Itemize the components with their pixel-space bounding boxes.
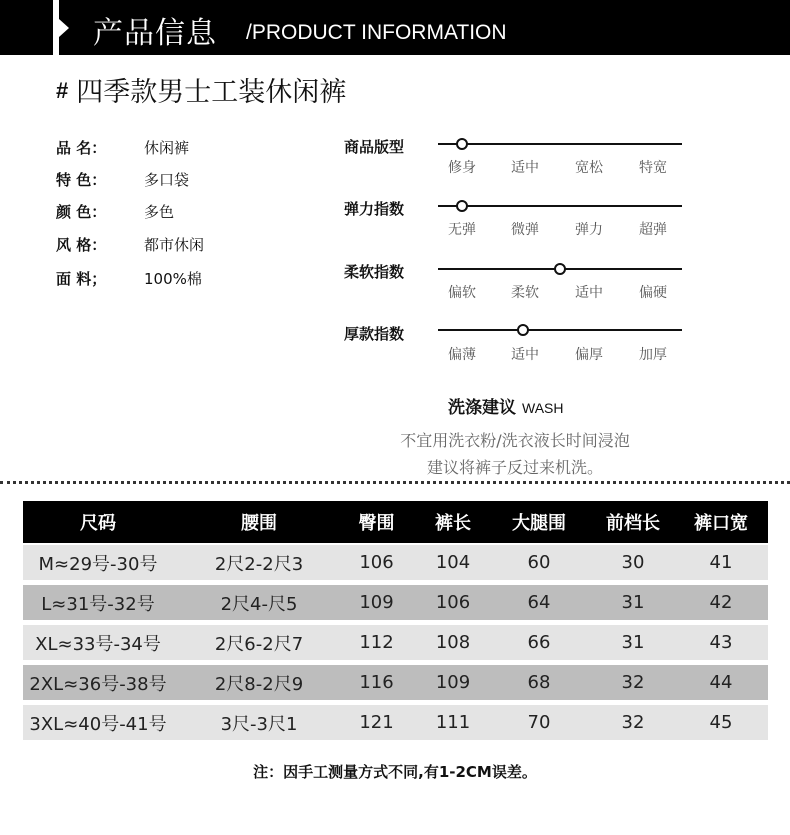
index-option: 特宽 [639,160,667,176]
index-line [438,143,682,145]
index-option: 偏软 [448,285,476,301]
hash-mark: # [56,78,69,103]
attribute-row [56,169,190,190]
index-option: 弹力 [575,222,603,238]
header-title-en: /PRODUCT INFORMATION [246,21,507,44]
section-header [0,0,790,55]
attribute-key: 特 色： [56,171,107,189]
index-option: 适中 [511,347,539,363]
header-title-cn: 产品信息 [93,16,217,51]
table-header-cell: 臀围 [358,513,395,534]
table-cell: 30 [621,552,645,573]
table-cell: 2XL≈36号-38号 [29,673,167,695]
index-option: 超弹 [639,222,667,238]
product-title [56,70,346,109]
index-option: 无弹 [448,222,476,238]
table-cell: 43 [709,632,733,653]
table-cell: 66 [527,632,551,653]
attribute-value: 都市休闲 [144,236,205,254]
index-option: 柔软 [511,285,539,301]
wash-line-2: 建议将裤子反过来机洗。 [426,458,603,477]
table-cell: 112 [359,632,394,653]
index-option: 偏硬 [639,285,667,301]
table-cell: 42 [709,592,733,613]
table-header-cell: 前档长 [606,513,660,534]
index-marker [456,138,468,150]
wash-title [448,393,563,418]
index-label: 柔软指数 [344,263,405,281]
index-option: 适中 [575,285,603,301]
table-cell: 108 [435,632,471,653]
index-line [438,329,682,331]
index-marker [554,263,566,275]
table-cell: 64 [527,592,551,613]
attribute-key: 风 格： [56,236,107,254]
table-cell: 106 [359,552,394,573]
wash-title-cn: 洗涤建议 [448,398,516,418]
table-cell: 68 [527,672,551,693]
attribute-key: 品 名： [56,139,107,157]
table-cell: 45 [709,712,733,733]
table-cell: M≈29号-30号 [38,553,158,575]
table-cell: 3XL≈40号-41号 [29,713,167,735]
table-header-cell: 腰围 [241,513,277,534]
attribute-row [56,137,190,158]
index-label: 厚款指数 [344,325,405,343]
table-row [23,585,768,620]
table-cell: 111 [435,712,471,733]
table-cell: 116 [359,672,394,693]
index-option: 微弹 [511,222,539,238]
product-title-text: 四季款男士工装休闲裤 [76,77,347,108]
table-header-cell: 裤口宽 [694,513,748,534]
attribute-value: 多色 [144,203,175,221]
index-option: 偏薄 [448,347,476,363]
table-cell: 70 [527,712,551,733]
index-marker [517,324,529,336]
table-cell: 106 [435,592,471,613]
attribute-value: 100%棉 [144,270,202,288]
table-cell: XL≈33号-34号 [35,633,161,655]
table-cell: 109 [359,592,394,613]
index-option: 加厚 [639,347,667,363]
table-cell: 2尺4-尺5 [220,593,298,615]
table-header-cell: 裤长 [435,513,471,534]
table-row [23,705,768,740]
table-cell: 2尺6-2尺7 [214,633,304,655]
table-cell: 32 [621,672,645,693]
table-header-cell: 大腿围 [512,513,566,534]
attribute-row [56,268,202,289]
table-cell: 109 [435,672,471,693]
index-marker [456,200,468,212]
table-cell: 2尺2-2尺3 [214,553,304,575]
table-cell: 41 [709,552,733,573]
table-row [23,625,768,660]
index-option: 偏厚 [575,347,603,363]
table-cell: L≈31号-32号 [41,593,155,615]
attribute-value: 休闲裤 [144,139,190,157]
wash-line-1: 不宜用洗衣粉/洗衣液长时间浸泡 [400,431,630,450]
table-row [23,545,768,580]
attribute-row [56,201,175,222]
wash-title-en: WASH [522,400,564,416]
table-cell: 31 [621,632,645,653]
attribute-row [56,234,205,255]
index-option: 修身 [448,160,476,176]
table-cell: 2尺8-2尺9 [214,673,304,695]
index-option: 宽松 [575,160,603,176]
section-divider [0,481,790,484]
index-label: 弹力指数 [344,200,405,218]
table-cell: 44 [709,672,733,693]
attribute-key: 面 料； [56,270,107,288]
index-line [438,205,682,207]
table-header-cell: 尺码 [80,513,116,534]
table-cell: 104 [435,552,471,573]
attribute-value: 多口袋 [144,171,190,189]
index-label: 商品版型 [344,138,405,156]
table-cell: 121 [359,712,394,733]
attribute-key: 颜 色： [56,203,107,221]
table-cell: 3尺-3尺1 [220,713,298,735]
table-cell: 32 [621,712,645,733]
index-option: 适中 [511,160,539,176]
header-arrow-icon [59,19,69,37]
table-row [23,665,768,700]
table-header-row [23,501,768,543]
table-cell: 60 [527,552,551,573]
measurement-note: 注：因手工测量方式不同,有1-2CM误差。 [253,763,537,781]
table-cell: 31 [621,592,645,613]
